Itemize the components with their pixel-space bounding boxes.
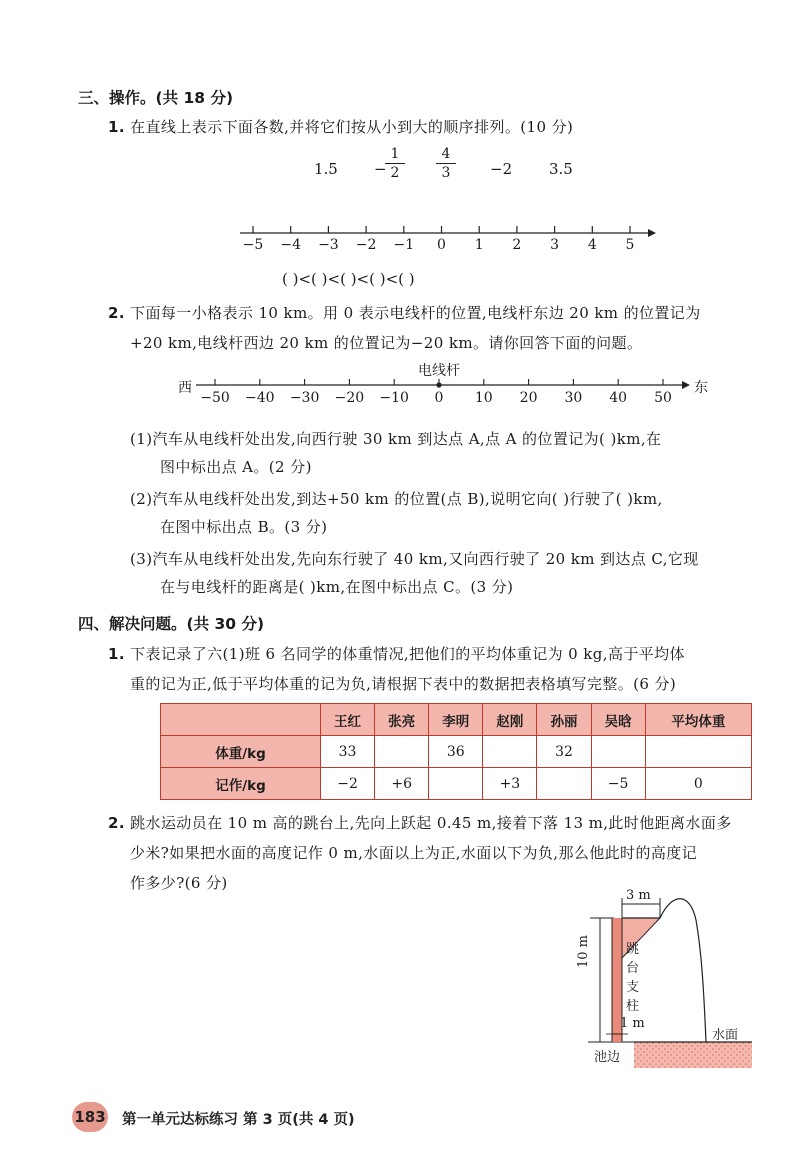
- table-header-cell: 李明: [429, 704, 483, 736]
- minus-sign: −: [374, 160, 387, 178]
- tick-label: 3: [550, 237, 560, 253]
- tick-label: −50: [200, 390, 230, 406]
- question-text: 在直线上表示下面各数,并将它们按从小到大的顺序排列。(10 分): [130, 118, 574, 136]
- table-cell[interactable]: +6: [375, 768, 429, 800]
- arrow-right-icon: [648, 229, 656, 237]
- base-label: 1 m: [620, 1016, 645, 1031]
- table-cell[interactable]: [591, 736, 645, 768]
- tick-label: 30: [564, 390, 583, 406]
- fraction-numerator: 4: [441, 146, 451, 162]
- table-row: [161, 736, 752, 768]
- sub-question-3-line2: 在与电线杆的距离是( )km,在图中标出点 C。(3 分): [160, 578, 514, 596]
- ordering-blanks[interactable]: ( )<( )<( )<( )<( ): [282, 270, 415, 288]
- tick-label: 0: [434, 390, 444, 406]
- tick-label: 50: [654, 390, 672, 406]
- table-header-cell: 孙丽: [537, 704, 591, 736]
- number-1-5: 1.5: [314, 160, 338, 178]
- question-text: 下表记录了六(1)班 6 名同学的体重情况,把他们的平均体重记为 0 kg,高于平均体: [130, 645, 685, 663]
- table-cell[interactable]: −5: [591, 768, 645, 800]
- number-minus-2: −2: [490, 160, 513, 178]
- tick-label: 4: [587, 237, 597, 253]
- number-3-5: 3.5: [549, 160, 573, 178]
- section-4-heading: 四、解决问题。(共 30 分): [78, 615, 265, 633]
- page-number-badge: 183: [72, 1102, 108, 1132]
- tick-label: 0: [437, 237, 446, 253]
- height-label: 10 m: [576, 934, 591, 968]
- support-char: 支: [626, 980, 640, 995]
- table-header-cell: 赵刚: [483, 704, 537, 736]
- table-cell[interactable]: [375, 736, 429, 768]
- table-header-cell: 王红: [321, 704, 375, 736]
- tick-label: −5: [242, 237, 264, 253]
- section-3-heading: 三、操作。(共 18 分): [78, 89, 234, 107]
- question-4-2-line2: 少米?如果把水面的高度记作 0 m,水面以上为正,水面以下为负,那么他此时的高度记: [130, 844, 698, 862]
- tick-label: −10: [379, 390, 409, 406]
- pool-hatch: [634, 1042, 752, 1068]
- sub-question-2-line2: 在图中标出点 B。(3 分): [160, 518, 328, 536]
- tick-label: −4: [280, 237, 301, 253]
- table-cell[interactable]: [483, 736, 537, 768]
- tick-label: 5: [625, 237, 635, 253]
- pole-label: 电线杆: [418, 363, 460, 379]
- sub-question-3-line1: (3)汽车从电线杆处出发,先向东行驶了 40 km,又向西行驶了 20 km 到达点 C,它现: [130, 550, 699, 568]
- table-header-cell: 张亮: [375, 704, 429, 736]
- west-label: 西: [178, 380, 192, 396]
- question-4-2-line1: [108, 812, 732, 833]
- pool-edge-label: 池边: [594, 1050, 621, 1065]
- question-3-2-line1: [108, 302, 701, 323]
- table-cell[interactable]: +3: [483, 768, 537, 800]
- sub-question-1-line1: (1)汽车从电线杆处出发,向西行驶 30 km 到达点 A,点 A 的位置记为( )km,在: [130, 430, 662, 448]
- arrow-right-icon: [682, 381, 690, 389]
- sub-question-1-line2: 图中标出点 A。(2 分): [160, 458, 312, 476]
- tick-label: −3: [318, 237, 339, 253]
- weight-table: [160, 703, 752, 800]
- question-number: 2.: [108, 814, 125, 832]
- row-label: 记作/kg: [161, 768, 321, 800]
- support-char: 台: [626, 961, 640, 976]
- table-row: [161, 768, 752, 800]
- table-cell[interactable]: [537, 768, 591, 800]
- number-line-2: [196, 379, 690, 389]
- question-number: 1.: [108, 118, 125, 136]
- support-char: 柱: [626, 999, 640, 1014]
- table-header-row: [161, 704, 752, 736]
- table-cell[interactable]: 0: [645, 768, 751, 800]
- width-label: 3 m: [626, 888, 651, 903]
- footer-text: 第一单元达标练习 第 3 页(共 4 页): [122, 1112, 355, 1128]
- question-4-1-line1: [108, 643, 685, 664]
- table-header-cell: [161, 704, 321, 736]
- tick-label: −30: [289, 390, 320, 406]
- question-number: 2.: [108, 304, 125, 322]
- row-label: 体重/kg: [161, 736, 321, 768]
- table-cell[interactable]: 36: [429, 736, 483, 768]
- water-label: 水面: [712, 1028, 739, 1043]
- table-cell[interactable]: 33: [321, 736, 375, 768]
- tick-label: −2: [355, 237, 377, 253]
- tick-label: −40: [245, 390, 275, 406]
- tick-label: −1: [393, 237, 415, 253]
- table-header-cell: 平均体重: [645, 704, 751, 736]
- support-label: [626, 940, 640, 1016]
- question-4-2-line3: 作多少?(6 分): [130, 874, 228, 892]
- table-header-cell: 吴晗: [591, 704, 645, 736]
- dive-trajectory: [660, 899, 706, 1042]
- sub-question-2-line1: (2)汽车从电线杆处出发,到达+50 km 的位置(点 B),说明它向( )行驶了( )km,: [130, 490, 663, 508]
- east-label: 东: [694, 380, 708, 396]
- question-number: 1.: [108, 645, 125, 663]
- fraction-denominator: 3: [441, 165, 451, 181]
- question-4-1-line2: 重的记为正,低于平均体重的记为负,请根据下表中的数据把表格填写完整。(6 分): [130, 675, 677, 693]
- number-line-1: [240, 226, 656, 237]
- tick-label: 1: [474, 237, 484, 253]
- table-cell[interactable]: [645, 736, 751, 768]
- support-char: 跳: [626, 942, 640, 957]
- fraction-numerator: 1: [390, 146, 400, 162]
- question-text: 跳水运动员在 10 m 高的跳台上,先向上跃起 0.45 m,接着下落 13 m,此时他距离水面多: [130, 814, 732, 832]
- table-cell[interactable]: [429, 768, 483, 800]
- tick-label: 40: [609, 390, 628, 406]
- fraction-denominator: 2: [390, 165, 400, 181]
- question-3-2-line2: +20 km,电线杆西边 20 km 的位置记为−20 km。请你回答下面的问题。: [130, 334, 643, 352]
- tick-label: 20: [519, 390, 538, 406]
- question-text: 下面每一小格表示 10 km。用 0 表示电线杆的位置,电线杆东边 20 km 的位置记为: [130, 304, 701, 322]
- table-cell[interactable]: −2: [321, 768, 375, 800]
- table-cell[interactable]: 32: [537, 736, 591, 768]
- tick-label: 10: [474, 390, 493, 406]
- tick-label: 2: [512, 237, 522, 253]
- tick-label: −20: [334, 390, 365, 406]
